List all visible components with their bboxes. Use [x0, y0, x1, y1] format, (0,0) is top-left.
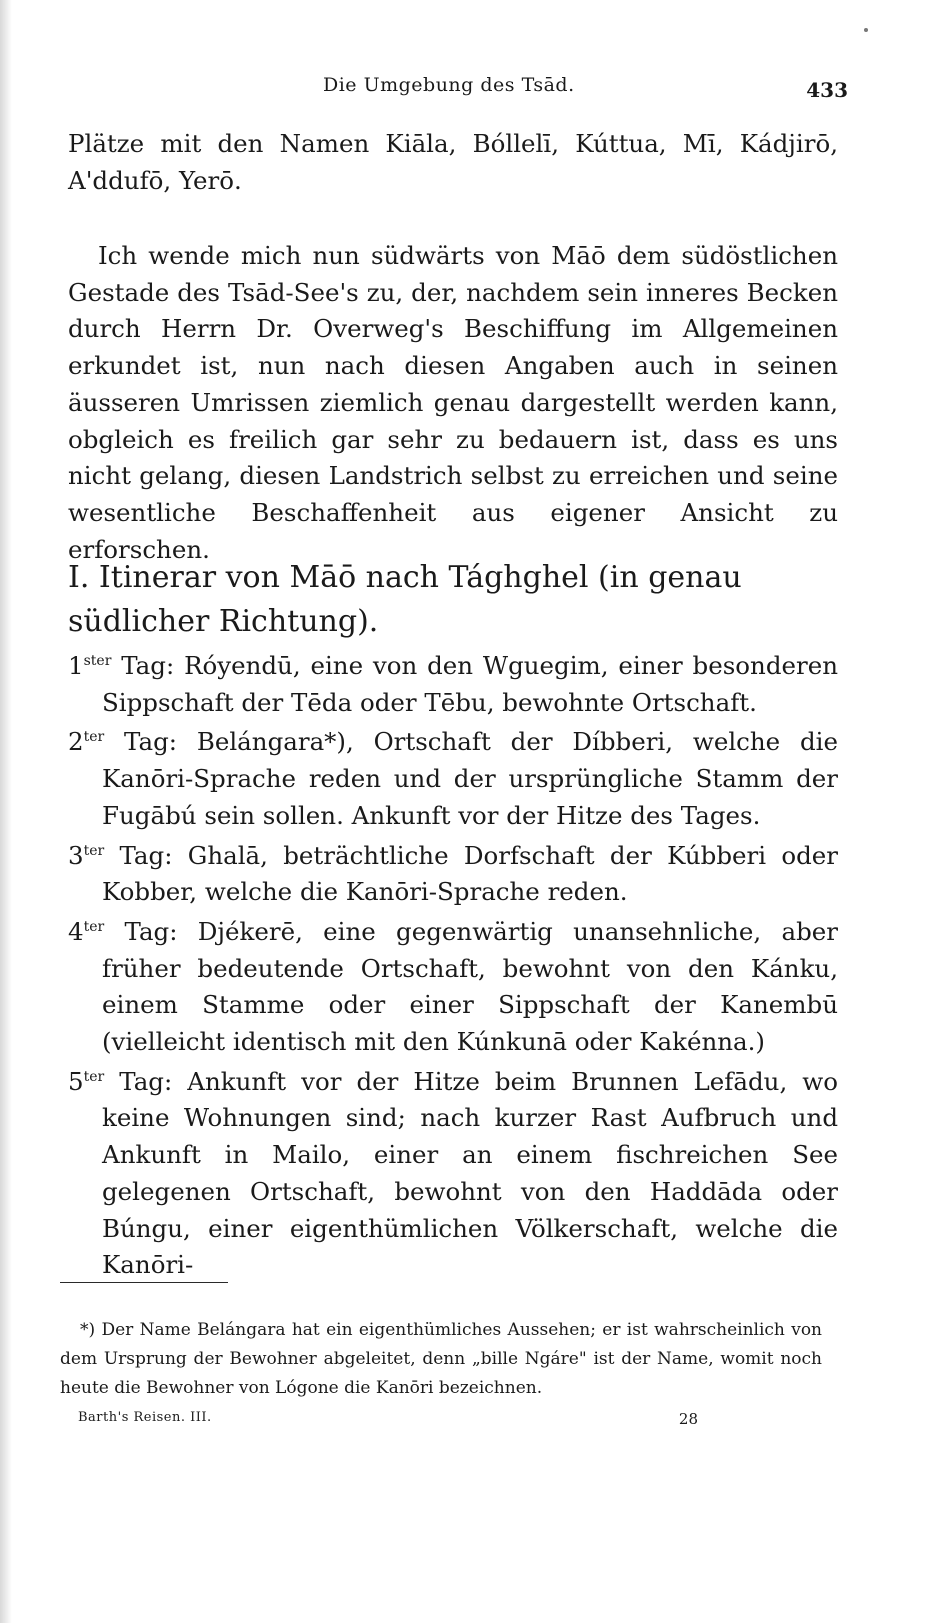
- signature-number: 28: [678, 1410, 698, 1428]
- day-word: Tag:: [119, 840, 173, 870]
- day-label: [68, 727, 177, 756]
- main-paragraph: Ich wende mich nun südwärts von Māō dem südöstlichen Gestade des Tsād-See's zu, der, nachdem sein inneres Becken durch Herrn Dr. Overweg's Beschiffung im Allgemeinen erkundet ist, nun nach diesen Angaben auch in seinen äusseren Umrissen ziemlich genau dargestellt werden kann, obgleich es freilich gar sehr zu bedauern ist, dass es uns nicht gelang, diesen Landstrich selbst zu erreichen und seine wesentliche Beschaffenheit aus eigener Ansicht zu erforschen.: [68, 241, 838, 564]
- ink-speck: [864, 28, 868, 32]
- day-label: [68, 917, 177, 946]
- entry-text: Belángara*), Ortschaft der Díbberi, welche die Kanōri-Sprache reden und der ursprüngliche Stamm der Fugābú sein sollen. Ankunft vor der Hitze des Tages.: [102, 727, 838, 830]
- day-ordinal-suffix: ter: [83, 1068, 105, 1085]
- day-ordinal-suffix: ter: [83, 842, 105, 859]
- day-number: 4: [68, 916, 84, 946]
- itinerary-entry: [68, 914, 838, 1061]
- day-word: Tag:: [124, 727, 178, 757]
- entry-text: Ghalā, beträchtliche Dorfschaft der Kúbberi oder Kobber, welche die Kanōri-Sprache reden.: [102, 840, 838, 907]
- running-title: Die Umgebung des Tsād.: [323, 74, 575, 96]
- day-word: Tag:: [121, 651, 175, 680]
- page-number: 433: [806, 78, 848, 102]
- signature-title: Barth's Reisen. III.: [78, 1410, 212, 1425]
- day-ordinal-suffix: ter: [83, 729, 105, 746]
- day-label: [68, 841, 172, 870]
- entry-text: Ankunft vor der Hitze beim Brunnen Lefādu, wo keine Wohnungen sind; nach kurzer Rast Aufbruch und Ankunft in Mailo, einer an einem fischreichen See gelegenen Ortschaft, bewohnt von den Haddāda oder Búngu, einer eigenthümlichen Völkerschaft, welche die Kanōri-: [102, 1066, 838, 1280]
- day-label: [68, 1067, 172, 1096]
- day-number: 1: [68, 651, 84, 680]
- running-head: [68, 74, 848, 104]
- printer-signature: [78, 1410, 698, 1432]
- day-ordinal-suffix: ter: [83, 918, 105, 935]
- day-label: [68, 651, 174, 680]
- day-number: 2: [68, 727, 84, 757]
- itinerary-entry: [68, 724, 838, 834]
- day-word: Tag:: [119, 1066, 173, 1096]
- entry-text: Djékerē, eine gegenwärtig unansehnliche, aber früher bedeutende Ortschaft, bewohnt von den Kánku, einem Stamme oder einer Sippschaft der Kanembū (vielleicht identisch mit den Kúnkunā oder Kakénna.): [102, 916, 838, 1057]
- footnote-rule: [60, 1282, 228, 1283]
- day-ordinal-suffix: ster: [83, 653, 112, 669]
- entry-text: Róyendū, eine von den Wguegim, einer besonderen Sippschaft der Tēda oder Tēbu, bewohnte Ortschaft.: [102, 651, 839, 717]
- intro-paragraph: Plätze mit den Namen Kiāla, Bóllelī, Kúttua, Mī, Kádjirō, A'ddufō, Yerō.: [68, 129, 838, 195]
- day-number: 3: [68, 840, 84, 870]
- footnote: *) Der Name Belángara hat ein eigenthümliches Aussehen; er ist wahrscheinlich von dem Ursprung der Bewohner abgeleitet, denn „bille Ngáre" ist der Name, womit noch heute die Bewohner von Lógone die Kanōri bezeichnen.: [60, 1320, 822, 1398]
- day-number: 5: [68, 1066, 84, 1096]
- section-heading: I. Itinerar von Māō nach Tághghel (in genau südlicher Richtung).: [68, 560, 742, 639]
- itinerary-entry: [68, 1064, 838, 1284]
- itinerary-list: [68, 648, 838, 1287]
- day-word: Tag:: [124, 916, 178, 946]
- page-edge-shadow: [0, 0, 12, 1623]
- itinerary-entry: [68, 838, 838, 911]
- itinerary-entry: [68, 648, 838, 721]
